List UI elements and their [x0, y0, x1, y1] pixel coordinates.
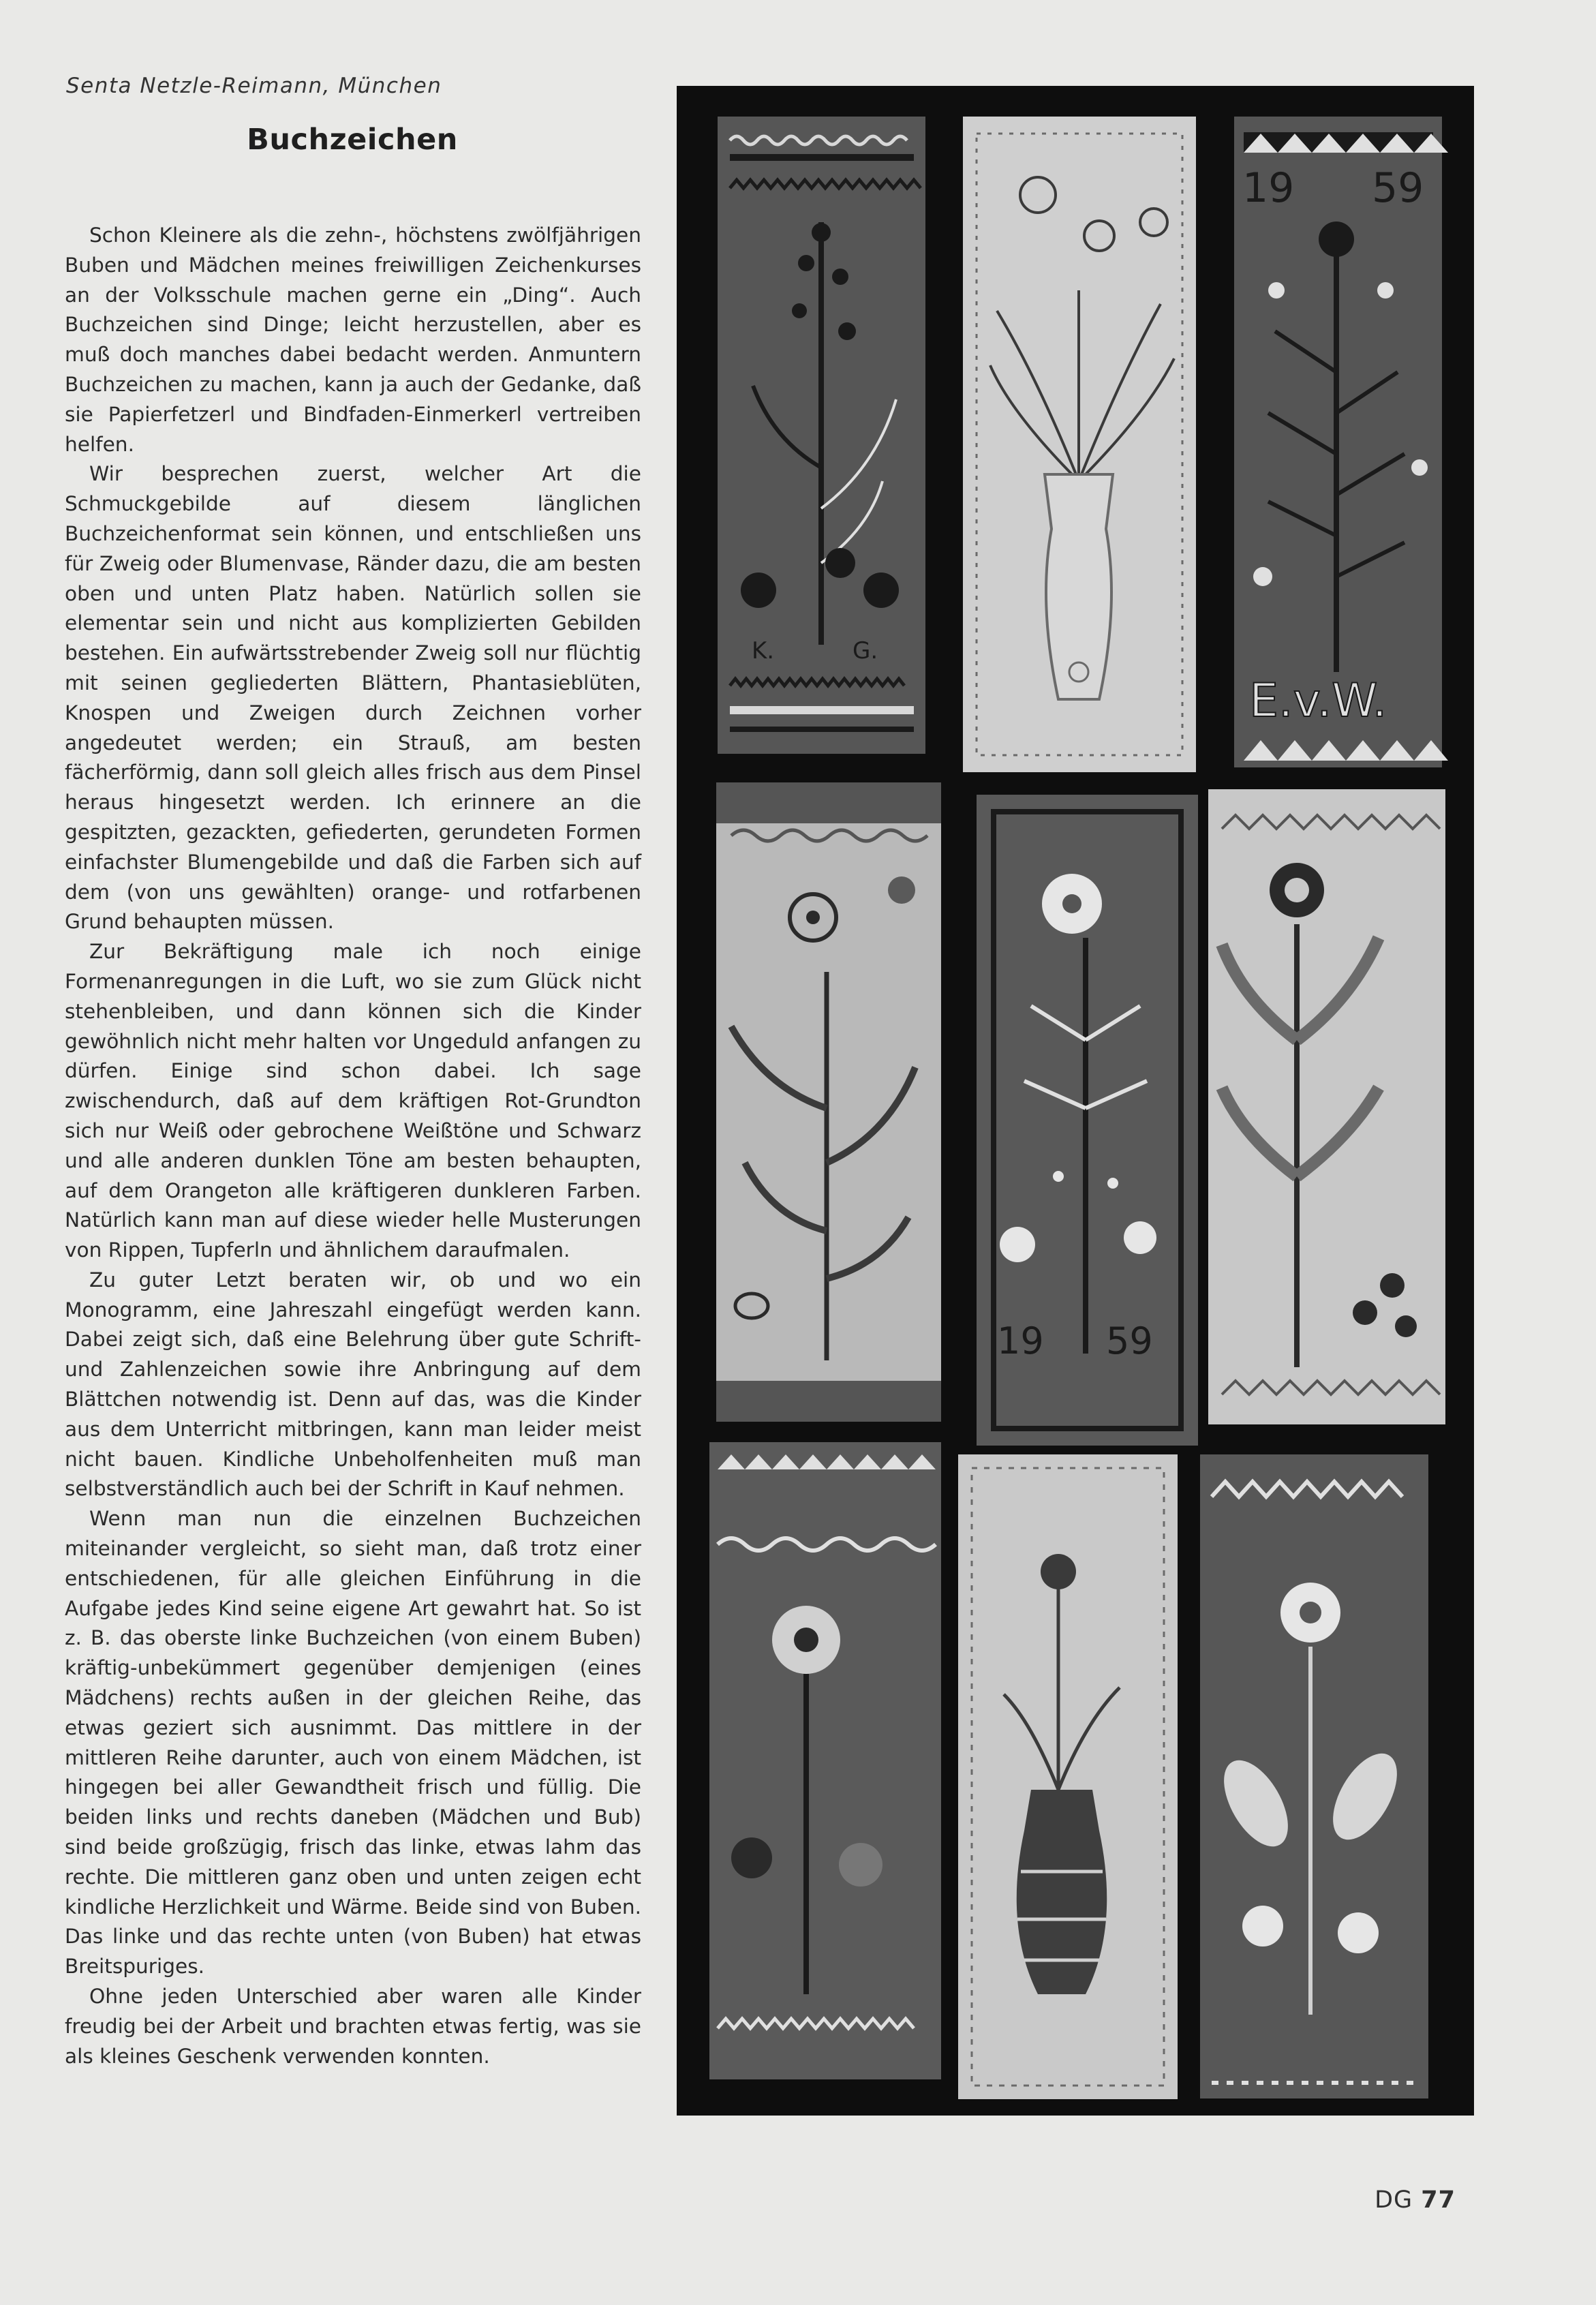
initials-k: K. — [752, 637, 775, 665]
bookmark-top-right — [1234, 117, 1448, 767]
bookmark-middle-left — [716, 782, 941, 1422]
article-paragraph: Schon Kleinere als die zehn-, höchstens zwölfjährigen Buben und Mädchen meines freiwilligen Zeichenkurses an der Volksschule machen gerne ein „Ding“. Auch Buchzeichen sind Dinge; leicht herzustellen, aber es muß doch manches dabei bedacht werden. Anmuntern Buchzeichen zu machen, kann ja auch der Gedanke, daß sie Papierfetzerl und Bindfaden-Einmerkerl vertreiben helfen. — [65, 224, 641, 456]
bookmark-bottom-center — [958, 1454, 1178, 2099]
article-paragraph: Zur Bekräftigung male ich noch einige Formenanregungen in die Luft, wo sie zum Glück nicht stehenbleiben, und dann können sich die Kinder gewöhnlich nicht mehr halten vor Ungeduld anfangen zu dürfen. Einige sind schon dabei. Ich sage zwischendurch, daß auf dem kräftigen Rot-Grundton sich nur Weiß oder gebrochene Weißtöne und Schwarz und alle anderen dunklen Töne am besten behaupten, auf dem Orangeton alle kräftigeren dunkleren Farben. Natürlich kann man auf diese wieder helle Musterungen von Rippen, Tupferln und ähnlichem daraufmalen. — [65, 940, 641, 1262]
bookmark-top-center — [963, 117, 1196, 772]
page-footer — [1375, 2186, 1456, 2214]
author-line: Senta Netzle-Reimann, München — [66, 74, 442, 98]
bookmark-middle-right — [1208, 789, 1445, 1424]
article-body — [65, 221, 641, 2071]
year-part-59: 59 — [1372, 164, 1424, 212]
year-part-19: 19 — [997, 1319, 1044, 1362]
journal-abbreviation: DG — [1375, 2186, 1413, 2214]
article-paragraph: Zu guter Letzt beraten wir, ob und wo ein Monogramm, eine Jahreszahl eingefügt werden kann. Dabei zeigt sich, daß eine Belehrung über gute Schrift- und Zahlenzeichen sowie ihre Anbringung auf dem Blättchen notwendig ist. Denn auf das, was die Kinder aus dem Unterricht mitbringen, kann man leider meist nicht bauen. Kindliche Unbeholfenheiten muß man selbstverständlich auch bei der Schrift in Kauf nehmen. — [65, 1268, 641, 1501]
bookmark-top-left — [718, 117, 925, 754]
article-paragraph: Ohne jeden Unterschied aber waren alle Kinder freudig bei der Arbeit und brachten etwas fertig, was sie als kleines Geschenk verwenden konnten. — [65, 1985, 641, 2068]
initials-g: G. — [853, 637, 878, 665]
year-part-59: 59 — [1106, 1319, 1153, 1362]
page-number: 77 — [1421, 2186, 1456, 2214]
bookmarks-photo — [677, 86, 1474, 2116]
bookmark-middle-center — [977, 795, 1198, 1446]
article-paragraph: Wenn man nun die einzelnen Buchzeichen miteinander vergleicht, so sieht man, daß trotz einer entschiedenen, für alle gleichen Einführung in die Aufgabe jedes Kind seine eigene Art gewahrt hat. So ist z. B. das oberste linke Buchzeichen (von einem Buben) kräftig-unbekümmert gegenüber demjenigen (eines Mädchens) rechts außen in der gleichen Reihe, das etwas geziert sich ausnimmt. Das mittlere in der mittleren Reihe darunter, auch von einem Mädchen, ist hingegen bei aller Gewandtheit frisch und füllig. Die beiden links und rechts daneben (Mädchen und Bub) sind beide großzügig, frisch das linke, etwas lahm das rechte. Die mittleren ganz oben und unten zeigen echt kindliche Herzlichkeit und Wärme. Beide sind von Buben. Das linke und das rechte unten (von Buben) hat etwas Breitspuriges. — [65, 1507, 641, 1979]
year-part-19: 19 — [1242, 164, 1295, 212]
page-title: Buchzeichen — [247, 123, 458, 157]
monogram: E.v.W. — [1249, 674, 1387, 728]
article-paragraph: Wir besprechen zuerst, welcher Art die Schmuckgebilde auf diesem länglichen Buchzeichenformat sein können, und entschließen uns für Zweig oder Blumenvase, Ränder dazu, die am besten oben und unten Platz haben. Natürlich sollen sie elementar sein und nicht aus komplizierten Gebilden bestehen. Ein aufwärtsstrebender Zweig soll nur flüchtig mit seinen gegliederten Blättern, Phantasieblüten, Knospen und Zweigen durch Zeichnen vorher angedeutet werden; ein Strauß, am besten fächerförmig, dann soll gleich alles frisch aus dem Pinsel heraus hingesetzt werden. Ich erinnere an die gespitzten, gezackten, gefiederten, gerundeten Formen einfachster Blumengebilde und daß die Farben sich auf dem (von uns gewählten) orange- und rotfarbenen Grund behaupten müssen. — [65, 462, 641, 934]
bookmark-bottom-left — [709, 1442, 941, 2079]
bookmark-bottom-right — [1200, 1454, 1428, 2098]
